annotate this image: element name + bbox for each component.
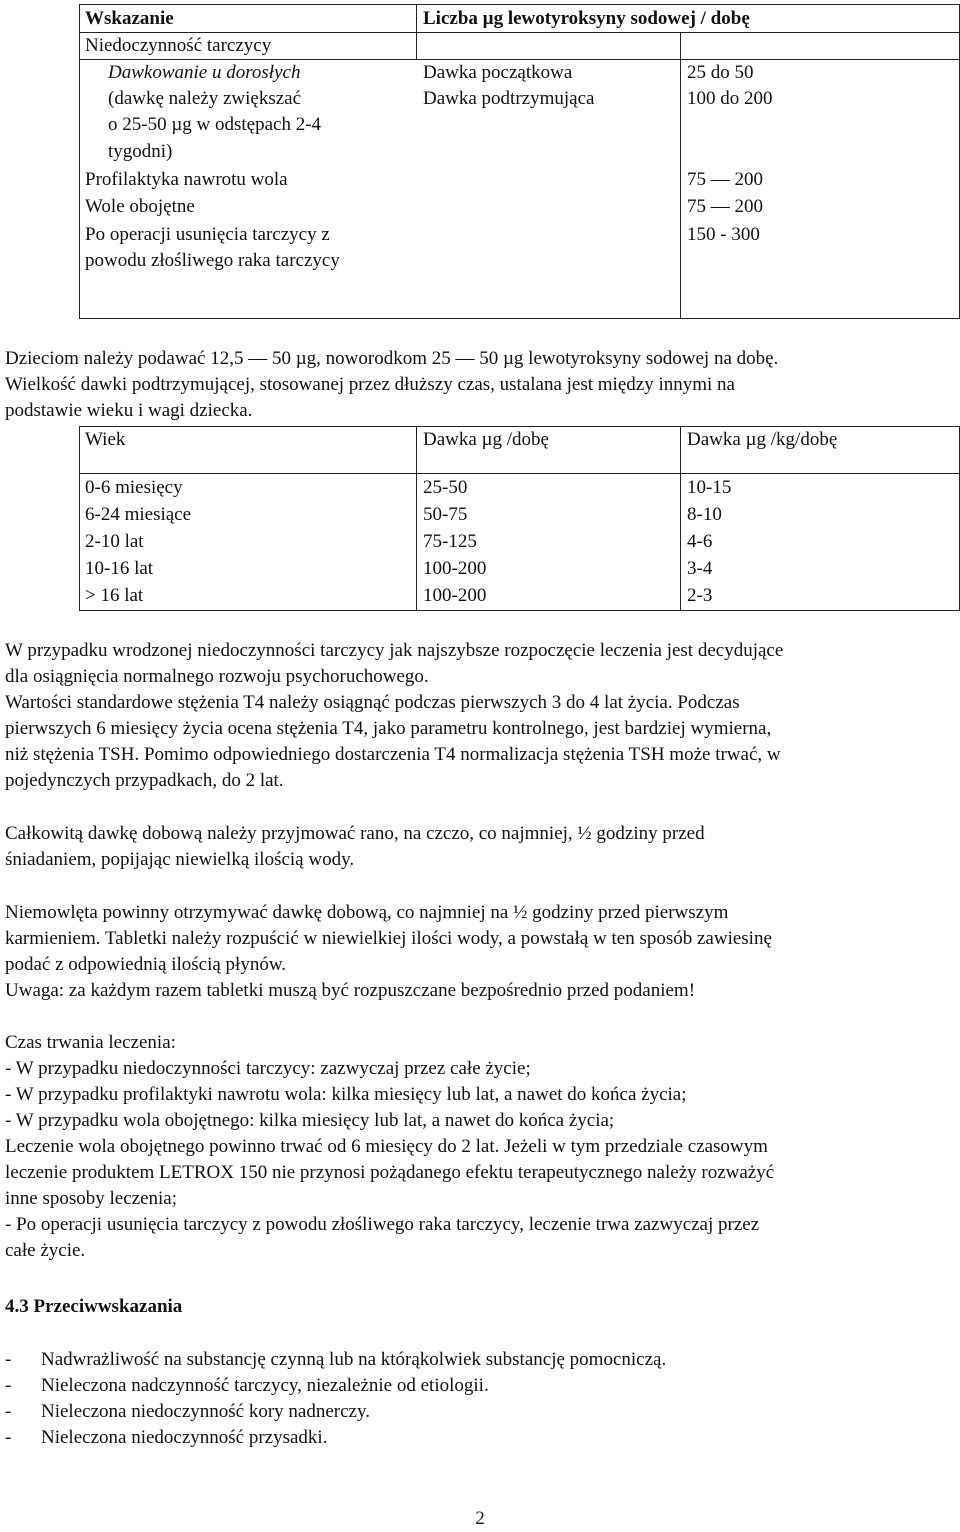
- text-line: pierwszych 6 miesięcy życia ocena stężenia T4, jako parametru kontrolnego, jest bardziej wymierna,: [5, 718, 772, 739]
- increase-note-line: (dawkę należy zwiększać: [108, 88, 302, 109]
- text-line: karmieniem. Tabletki należy rozpuścić w niewielkiej ilości wody, a powstałą w ten sposób zawiesinę: [5, 928, 772, 949]
- text-line: niż stężenia TSH. Pomimo odpowiedniego dostarczenia T4 normalizacja stężenia TSH może trwać, w: [5, 744, 781, 765]
- initial-dose-value: 25 do 50: [687, 62, 754, 83]
- children-dosing-paragraph: [5, 346, 955, 424]
- table-border: [79, 610, 960, 611]
- table-border: [416, 4, 417, 60]
- cell-dose-per-kg: 4-6: [687, 531, 713, 552]
- text-line: - Po operacji usunięcia tarczycy z powodu złośliwego raka tarczycy, leczenie trwa zazwyczaj przez: [5, 1214, 760, 1235]
- text-line: - W przypadku niedoczynności tarczycy: zazwyczaj przez całe życie;: [5, 1058, 531, 1079]
- warning-line: Uwaga: za każdym razem tabletki muszą być rozpuszczane bezpośrednio przed podaniem!: [5, 980, 696, 1001]
- list-bullet: -: [5, 1349, 12, 1370]
- table-border: [79, 318, 960, 319]
- list-item-text: Nieleczona nadczynność tarczycy, niezależnie od etiologii.: [41, 1375, 489, 1396]
- text-line: Wielkość dawki podtrzymującej, stosowanej przez dłuższy czas, ustalana jest między innymi na: [5, 374, 735, 395]
- cell-age: 2-10 lat: [85, 531, 144, 552]
- list-bullet: -: [5, 1401, 12, 1422]
- list-item: [5, 1373, 955, 1399]
- table-border: [680, 32, 681, 319]
- list-item-text: Nieleczona niedoczynność przysadki.: [41, 1427, 328, 1448]
- list-item: [5, 1399, 955, 1425]
- list-item-text: Nadwrażliwość na substancję czynną lub na którąkolwiek substancję pomocniczą.: [41, 1349, 667, 1370]
- euthyroid-goitre: Wole obojętne: [85, 196, 195, 217]
- infants-paragraph: [5, 900, 955, 1004]
- increase-note-line: tygodni): [108, 141, 173, 162]
- euthyroid-goitre-value: 75 — 200: [687, 196, 763, 217]
- text-line: dla osiągnięcia normalnego rozwoju psychoruchowego.: [5, 666, 429, 687]
- text-line: Niemowlęta powinny otrzymywać dawkę dobową, co najmniej na ½ godziny przed pierwszym: [5, 902, 729, 923]
- text-line: - W przypadku profilaktyki nawrotu wola: kilka miesięcy lub lat, a nawet do końca życia;: [5, 1084, 687, 1105]
- header-indication: Wskazanie: [85, 8, 174, 29]
- cell-daily-dose: 75-125: [423, 531, 477, 552]
- text-line: podstawie wieku i wagi dziecka.: [5, 400, 253, 421]
- text-line: Dzieciom należy podawać 12,5 — 50 µg, noworodkom 25 — 50 µg lewotyroksyny sodowej na dobę.: [5, 348, 779, 369]
- row-hypothyroid: Niedoczynność tarczycy: [85, 35, 272, 56]
- cell-daily-dose: 100-200: [423, 558, 487, 579]
- cell-dose-per-kg: 8-10: [687, 504, 722, 525]
- text-line: Czas trwania leczenia:: [5, 1032, 176, 1053]
- text-line: leczenie produktem LETROX 150 nie przynosi pożądanego efektu terapeutycznego należy rozważyć: [5, 1162, 775, 1183]
- cell-dose-per-kg: 3-4: [687, 558, 713, 579]
- congenital-hypothyroidism-paragraph: [5, 638, 955, 794]
- header-dose: Liczba µg lewotyroksyny sodowej / dobę: [423, 8, 750, 29]
- goitre-prophylaxis: Profilaktyka nawrotu wola: [85, 169, 288, 190]
- cell-dose-per-kg: 2-3: [687, 585, 713, 606]
- text-line: podać z odpowiednią ilością płynów.: [5, 954, 287, 975]
- list-item-text: Nieleczona niedoczynność kory nadnerczy.: [41, 1401, 371, 1422]
- text-line: Wartości standardowe stężenia T4 należy osiągnąć podczas pierwszych 3 do 4 lat życia. Podczas: [5, 692, 740, 713]
- text-line: pojedynczych przypadkach, do 2 lat.: [5, 770, 284, 791]
- cell-dose-per-kg: 10-15: [687, 477, 732, 498]
- adult-dosing: Dawkowanie u dorosłych: [108, 62, 301, 83]
- text-line: całe życie.: [5, 1240, 86, 1261]
- list-item: [5, 1347, 955, 1373]
- cell-age: 6-24 miesiące: [85, 504, 192, 525]
- table-border: [680, 426, 681, 611]
- post-op-line: Po operacji usunięcia tarczycy z: [85, 224, 330, 245]
- cell-age: > 16 lat: [85, 585, 144, 606]
- text-line: inne sposoby leczenia;: [5, 1188, 178, 1209]
- table-border: [416, 426, 417, 611]
- text-line: Leczenie wola obojętnego powinno trwać od 6 miesięcy do 2 lat. Jeżeli w tym przedziale czasowym: [5, 1136, 768, 1157]
- text-line: Całkowitą dawkę dobową należy przyjmować rano, na czczo, co najmniej, ½ godziny przed: [5, 823, 705, 844]
- cell-daily-dose: 50-75: [423, 504, 468, 525]
- cell-daily-dose: 25-50: [423, 477, 468, 498]
- post-op-value: 150 - 300: [687, 224, 760, 245]
- initial-dose-label: Dawka początkowa: [423, 62, 573, 83]
- increase-note-line: o 25-50 µg w odstępach 2-4: [108, 114, 322, 135]
- section-heading: 4.3 Przeciwwskazania: [5, 1296, 183, 1317]
- list-bullet: -: [5, 1375, 12, 1396]
- table-border: [79, 473, 960, 474]
- text-line: W przypadku wrodzonej niedoczynności tarczycy jak najszybsze rozpoczęcie leczenia jest decydujące: [5, 640, 784, 661]
- column-header-dose-per-kg: Dawka µg /kg/dobę: [687, 429, 838, 450]
- text-line: - W przypadku wola obojętnego: kilka miesięcy lub lat, a nawet do końca życia;: [5, 1110, 615, 1131]
- text-line: śniadaniem, popijając niewielką ilością wody.: [5, 849, 355, 870]
- cell-daily-dose: 100-200: [423, 585, 487, 606]
- table-border: [79, 4, 80, 319]
- maintenance-value: 100 do 200: [687, 88, 773, 109]
- post-op-line: powodu złośliwego raka tarczycy: [85, 250, 340, 271]
- cell-age: 10-16 lat: [85, 558, 154, 579]
- column-header-age: Wiek: [85, 429, 126, 450]
- daily-dose-paragraph: [5, 821, 955, 873]
- table-border: [79, 4, 960, 5]
- list-bullet: -: [5, 1427, 12, 1448]
- list-item: [5, 1425, 955, 1451]
- maintenance-label: Dawka podtrzymująca: [423, 88, 595, 109]
- page-number: 2: [475, 1508, 485, 1529]
- treatment-duration-paragraph: [5, 1030, 955, 1264]
- column-header-daily-dose: Dawka µg /dobę: [423, 429, 549, 450]
- cell-age: 0-6 miesięcy: [85, 477, 183, 498]
- table-border: [79, 426, 80, 611]
- contraindications-list: [5, 1347, 955, 1451]
- goitre-prophylaxis-value: 75 — 200: [687, 169, 763, 190]
